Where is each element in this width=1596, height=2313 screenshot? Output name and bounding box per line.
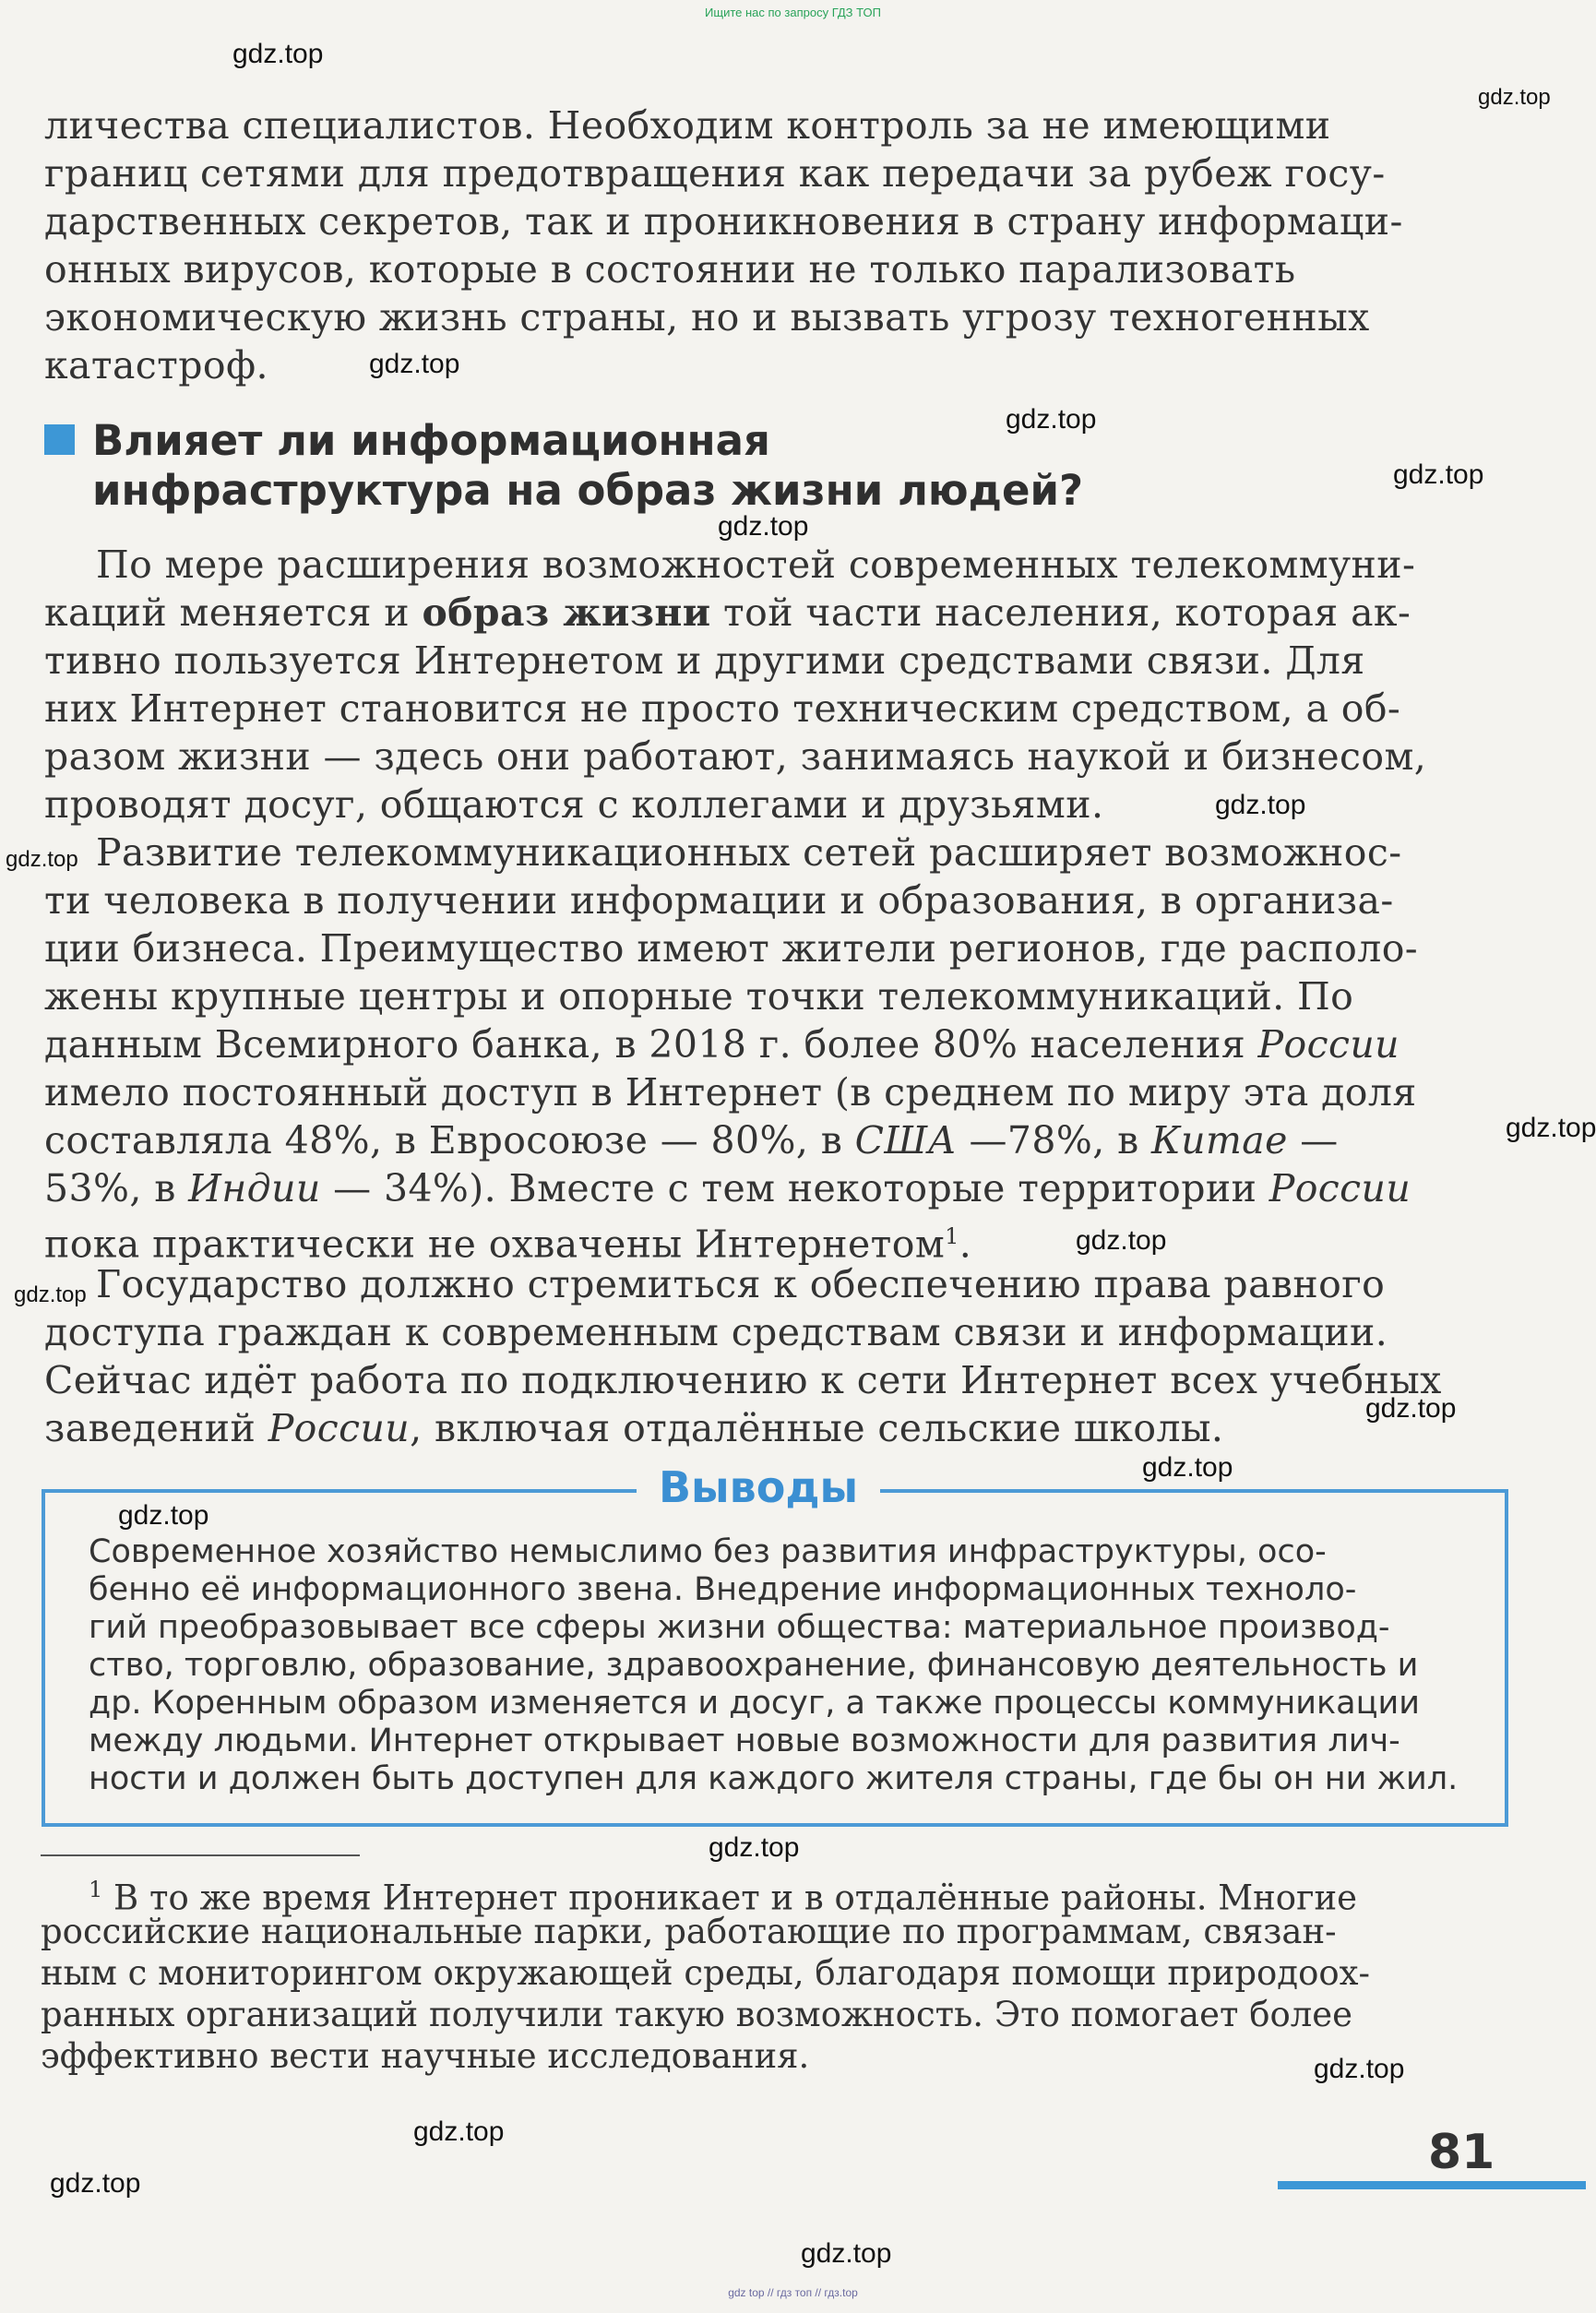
watermark: gdz.top	[6, 847, 78, 872]
conclusion-line: гий преобразовывает все сферы жизни общества: материальное производ-	[89, 1609, 1390, 1646]
text-line: Развитие телекоммуникационных сетей расширяет возможнос-	[96, 830, 1402, 875]
footnote-marker: 1	[89, 1877, 103, 1902]
text-line	[44, 1116, 1339, 1164]
text-line: границ сетями для предотвращения как передачи за рубеж госу-	[44, 151, 1386, 196]
conclusion-line: Современное хозяйство немыслимо без развития инфраструктуры, осо-	[89, 1533, 1327, 1570]
text-line: доступа граждан к современным средствам связи и информации.	[44, 1310, 1388, 1354]
country-name: России	[1268, 1166, 1411, 1210]
text-line	[44, 1404, 1223, 1452]
conclusion-line: ство, торговлю, образование, здравоохранение, финансовую деятельность и	[89, 1647, 1419, 1684]
text-line: разом жизни — здесь они работают, занимаясь наукой и бизнесом,	[44, 734, 1427, 779]
conclusion-line: бенно её информационного звена. Внедрение информационных техноло-	[89, 1571, 1357, 1608]
page-number-bar	[1278, 2181, 1586, 2189]
watermark: gdz.top	[1215, 790, 1306, 820]
text-line	[44, 1164, 1411, 1212]
section-heading-line-1: Влияет ли информационная	[92, 416, 770, 465]
text-line: ции бизнеса. Преимущество имеют жители регионов, где располо-	[44, 926, 1419, 971]
top-search-note: Ищите нас по запросу ГДЗ ТОП	[705, 6, 881, 19]
text-span: —	[1287, 1118, 1339, 1162]
text-line: тивно пользуется Интернетом и другими средствами связи. Для	[44, 638, 1365, 683]
text-line: экономическую жизнь страны, но и вызвать угрозу техногенных	[44, 295, 1370, 340]
text-line: катастроф.	[44, 343, 268, 387]
footnote-divider	[41, 1854, 360, 1856]
watermark: gdz.top	[232, 39, 324, 69]
conclusions-title: Выводы	[637, 1461, 880, 1513]
watermark: gdz.top	[50, 2168, 141, 2199]
text-span: — 34%). Вместе с тем некоторые территории	[320, 1166, 1269, 1210]
watermark: gdz.top	[14, 1282, 87, 1307]
country-name: России	[1257, 1022, 1399, 1067]
page-number: 81	[1428, 2125, 1495, 2180]
watermark: gdz.top	[369, 349, 460, 379]
watermark: gdz.top	[118, 1500, 209, 1531]
text-line: По мере расширения возможностей современных телекоммуни-	[96, 542, 1416, 587]
text-line: онных вирусов, которые в состоянии не только парализовать	[44, 247, 1296, 292]
country-name: Китае	[1151, 1118, 1288, 1162]
text-span: пока практически не охвачены Интернетом	[44, 1222, 946, 1267]
text-line: ти человека в получении информации и образования, в организа-	[44, 878, 1394, 923]
conclusion-line: ности и должен быть доступен для каждого жителя страны, где бы он ни жил.	[89, 1760, 1459, 1797]
watermark: gdz.top	[1506, 1113, 1596, 1143]
country-name: США	[854, 1118, 958, 1162]
text-line: Сейчас идёт работа по подключению к сети Интернет всех учебных	[44, 1358, 1442, 1402]
watermark: gdz.top	[718, 511, 809, 542]
text-span: —78%, в	[957, 1118, 1152, 1162]
text-line: личества специалистов. Необходим контроль за не имеющими	[44, 103, 1331, 148]
text-line	[44, 589, 1411, 637]
footnote-line: эффективно вести научные исследования.	[41, 2036, 810, 2076]
text-span: В то же время Интернет проникает и в отдалённые районы. Многие	[102, 1878, 1358, 1918]
text-line: имело постоянный доступ в Интернет (в среднем по миру эта доля	[44, 1070, 1417, 1115]
conclusion-line: между людьми. Интернет открывает новые возможности для развития лич-	[89, 1723, 1400, 1759]
text-span: той части населения, которая ак-	[710, 590, 1411, 635]
footnote-line: российские национальные парки, работающие по программам, связан-	[41, 1912, 1337, 1951]
conclusion-line: др. Коренным образом изменяется и досуг, а также процессы коммуникации	[89, 1685, 1420, 1722]
text-line: проводят досуг, общаются с коллегами и друзьями.	[44, 782, 1104, 827]
watermark: gdz.top	[1478, 85, 1551, 110]
section-heading-line-2: инфраструктура на образ жизни людей?	[92, 466, 1084, 515]
watermark: gdz.top	[709, 1832, 800, 1863]
watermark: gdz.top	[1142, 1452, 1233, 1483]
text-span: данным Всемирного банка, в 2018 г. более 80% населения	[44, 1022, 1258, 1067]
text-span: 53%, в	[44, 1166, 189, 1210]
country-name: России	[268, 1406, 411, 1450]
text-span: каций меняется и	[44, 590, 423, 635]
watermark: gdz.top	[413, 2116, 505, 2147]
text-span: заведений	[44, 1406, 268, 1450]
watermark: gdz.top	[1006, 404, 1097, 435]
footnote-line: ранных организаций получили такую возможность. Это помогает более	[41, 1995, 1353, 2034]
text-span: .	[959, 1222, 972, 1267]
text-line: дарственных секретов, так и проникновения в страну информаци-	[44, 199, 1403, 244]
text-line	[44, 1020, 1399, 1068]
text-span: составляла 48%, в Евросоюзе — 80%, в	[44, 1118, 855, 1162]
text-line: жены крупные центры и опорные точки телекоммуникаций. По	[44, 974, 1354, 1019]
footnote-ref[interactable]: 1	[945, 1223, 959, 1249]
text-line: них Интернет становится не просто техническим средством, а об-	[44, 686, 1401, 731]
watermark: gdz.top	[1314, 2054, 1405, 2084]
text-span: , включая отдалённые сельские школы.	[410, 1406, 1224, 1450]
footnote-line: ным с мониторингом окружающей среды, благодаря помощи природоох-	[41, 1953, 1371, 1993]
watermark: gdz.top	[1076, 1225, 1167, 1256]
watermark: gdz.top	[1393, 459, 1484, 490]
country-name: Индии	[188, 1166, 321, 1210]
watermark: gdz.top	[1365, 1393, 1457, 1424]
bottom-note: gdz top // гдз топ // гдз.top	[728, 2286, 858, 2299]
watermark: gdz.top	[801, 2238, 892, 2269]
term-obraz-zhizni: образ жизни	[422, 590, 711, 635]
text-line: Государство должно стремиться к обеспечению права равного	[96, 1262, 1386, 1306]
heading-marker	[44, 424, 75, 455]
